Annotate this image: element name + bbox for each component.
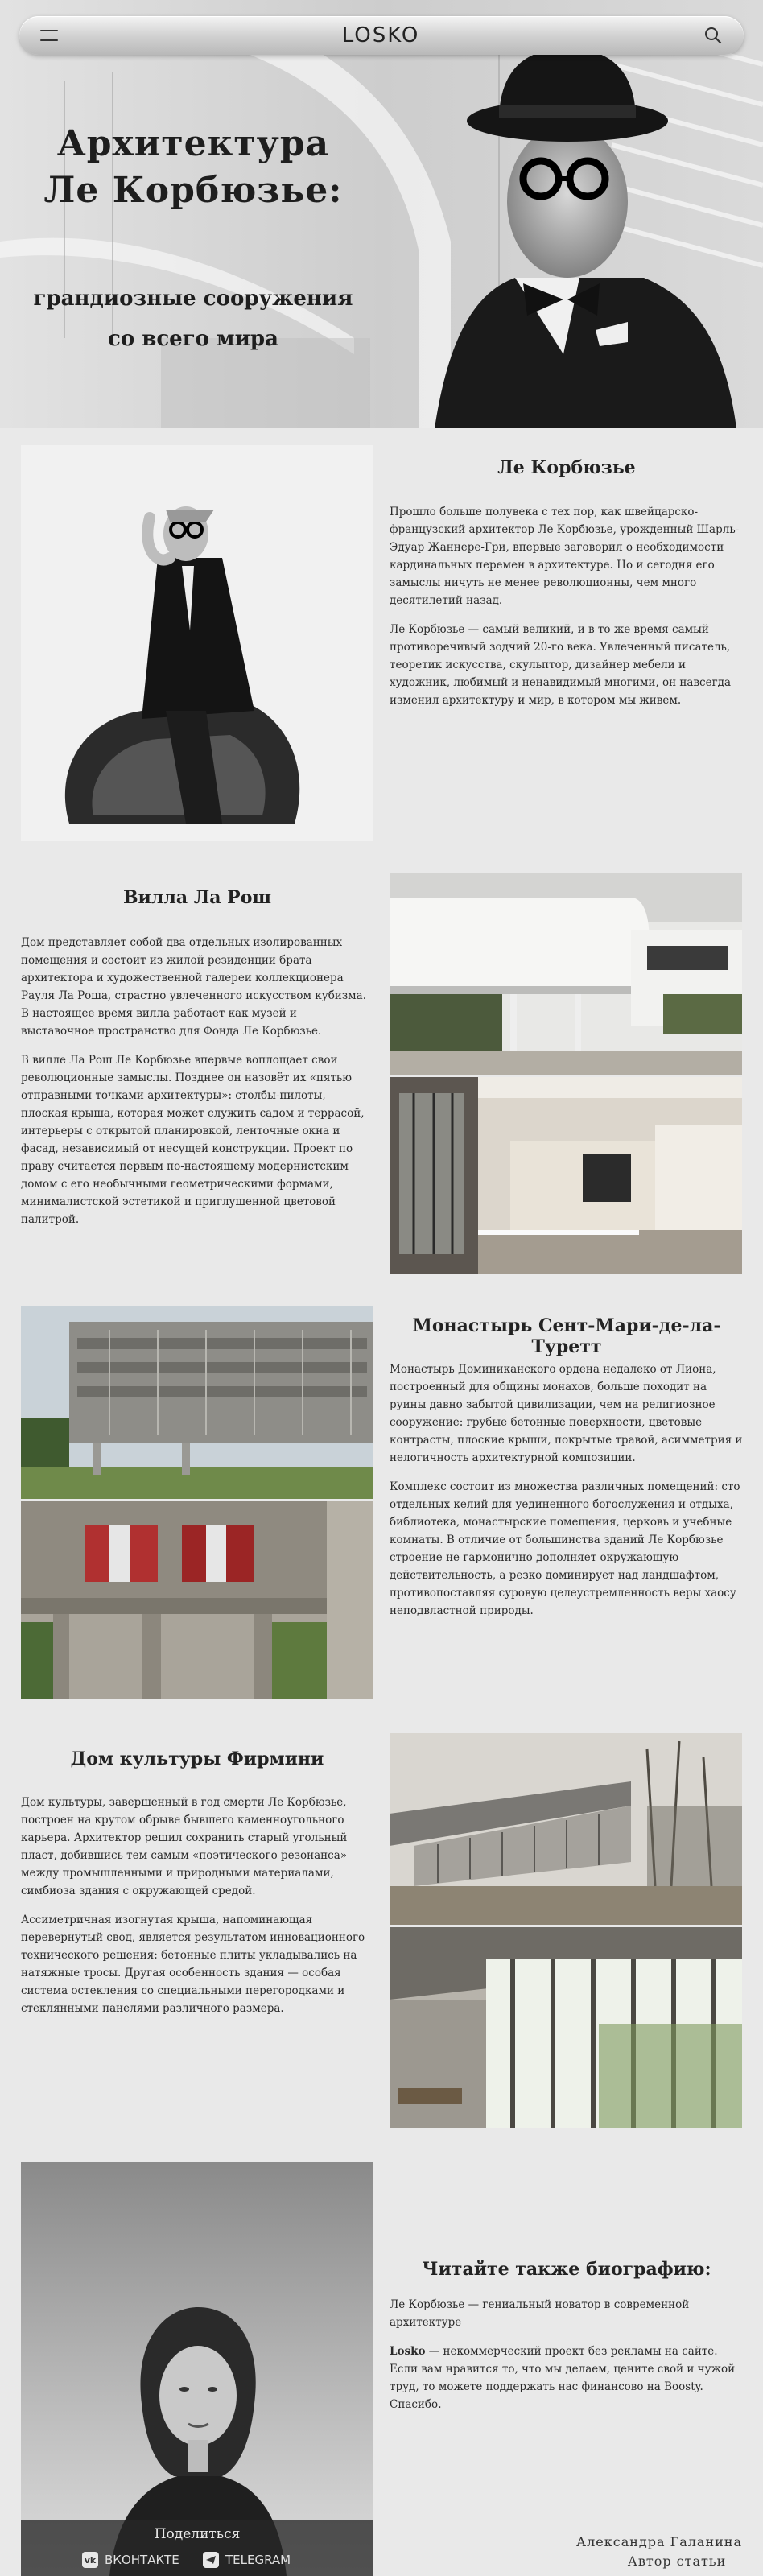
villa-la-roche-interior-photo [390, 1077, 742, 1274]
section-text-villa-la-roche [21, 934, 373, 1228]
author-name: Александра Галанина [576, 2534, 742, 2549]
share-telegram-link[interactable] [203, 2552, 291, 2568]
paragraph: Ассиметричная изогнутая крыша, напоминающая перевернутый свод, является результатом инновационного технического решения: бетонные плиты укладывались на натяжные тросы. Другая особенность здания — особая система остекления со специальными перегородками и стеклянными панелями различного размера. [21, 1913, 365, 2015]
share-title: Поделиться [154, 2526, 241, 2542]
page-title [32, 121, 354, 214]
share-vk-link[interactable] [82, 2552, 179, 2568]
firminy-interior-photo [390, 1927, 742, 2128]
section-title-villa-la-roche: Вилла Ла Рош [122, 887, 272, 908]
paragraph: Монастырь Доминиканского ордена недалеко от Лиона, построенный для общины монахов, больше походит на руины давно забытой цивилизации, чем на религиозное сооружение: грубые бетонные поверхности, цветовые контрасты, плоские крыши, покрытые травой, асимметрия и нелогичность архитектурной композиции. [390, 1363, 743, 1464]
section-title-firminy: Дом культуры Фирмини [70, 1748, 324, 1769]
subtitle-line-1: грандиозные сооружения [33, 287, 353, 311]
paragraph: Ле Корбюзье — самый великий, и в то же время самый противоречивый зодчий 20-го века. Увлеченный писатель, теоретик искусства, скульптор, дизайнер мебели и художник, любимый и ненавидимый многими, он навсегда изменил архитектуру и мир, в котором мы живем. [390, 623, 732, 707]
author-role: Автор статьи [627, 2553, 727, 2569]
support-note-text: — некоммерческий проект без рекламы на сайте. Если вам нравится то, что мы делаем, цените свой и чужой труд, то можете поддержать нас финансово на Boosty. Спасибо. [390, 2345, 736, 2411]
read-also-link[interactable]: Ле Корбюзье — гениальный новатор в современной архитектуре [390, 2298, 690, 2329]
author-credit [563, 2533, 742, 2571]
subtitle-line-2: со всего мира [108, 327, 278, 351]
paragraph: Дом представляет собой два отдельных изолированных помещения и состоит из жилой резиденции брата архитектора и художественной галереи коллекционера Рауля Ла Роша, страстно увлеченного искусством кубизма. В настоящее время вилла работает как музей и выставочное пространство для Фонда Ле Корбюзье. [21, 936, 367, 1038]
share-vk-label: ВКОНТАКТЕ [105, 2553, 179, 2567]
read-also-title: Читайте также биографию: [422, 2259, 711, 2280]
la-tourette-pilotis-photo [21, 1501, 373, 1699]
title-line-1: Архитектура [56, 123, 330, 164]
top-navbar [19, 16, 744, 55]
section-title-le-corbusier: Ле Корбюзье [497, 457, 636, 478]
share-bar [21, 2520, 373, 2576]
share-telegram-label: TELEGRAM [225, 2553, 291, 2567]
author-photo [21, 2162, 373, 2576]
section-title-la-tourette: Монастырь Сент-Мари-де-ла-Туретт [412, 1315, 721, 1357]
section-text-le-corbusier [390, 503, 744, 709]
read-also-block [390, 2296, 744, 2413]
search-icon[interactable] [703, 26, 723, 45]
hero [0, 0, 763, 428]
villa-la-roche-exterior-photo [390, 873, 742, 1075]
section-text-la-tourette [390, 1360, 744, 1620]
la-tourette-exterior-photo [21, 1306, 373, 1499]
telegram-icon [203, 2552, 219, 2568]
support-note [390, 2343, 744, 2413]
paragraph: В вилле Ла Рош Ле Корбюзье впервые воплощает свои революционные замыслы. Позднее он назовёт их «пятью отправными точками архитектуры»: столбы-пилоты, плоская крыша, которая может служить садом и террасой, интерьеры с открытой планировкой, ленточные окна и фасад, независимый от несущей конструкции. Проект по праву считается первым по-настоящему модернистским домом с его необычными геометрическими формами, минималистской эстетикой и приглушенной цветовой палитрой. [21, 1054, 365, 1226]
hamburger-menu-icon[interactable] [40, 30, 58, 41]
section-text-firminy [21, 1794, 373, 2017]
title-line-2: Ле Корбюзье: [43, 170, 343, 211]
brand-name: Losko [390, 2345, 426, 2358]
page-subtitle [32, 279, 354, 359]
paragraph: Комплекс состоит из множества различных помещений: сто отдельных келий для уединенного богослужения и отдыха, библиотека, монастырские помещения, церковь и учебные комнаты. В отличие от большинства зданий Ле Корбюзье строение не гармонично дополняет окружающую действительность, а резко доминирует над ландшафтом, противопоставляя суровую целеустремленность веры хаосу неподвластной природы. [390, 1480, 740, 1617]
le-corbusier-photo [21, 445, 373, 841]
firminy-exterior-photo [390, 1733, 742, 1925]
vk-icon: vk [82, 2552, 98, 2568]
paragraph: Дом культуры, завершенный в год смерти Ле Корбюзье, построен на крутом обрыве бывшего каменноугольного карьера. Архитектор решил сохранить старый угольный пласт, добившись тем самым «поэтического резонанса» между промышленными и природными материалами, симбиоза здания с окружающей средой. [21, 1796, 348, 1897]
hero-background-image [0, 0, 763, 428]
paragraph: Прошло больше полувека с тех пор, как швейцарско-французский архитектор Ле Корбюзье, урожденный Шарль-Эдуар Жаннере-Гри, впервые заговорил о необходимости кардинальных перемен в архитектуре. Но и сегодня его замыслы ничуть не менее революционны, чем много десятилетий назад. [390, 506, 740, 607]
site-logo[interactable]: LOSKO [341, 23, 420, 47]
